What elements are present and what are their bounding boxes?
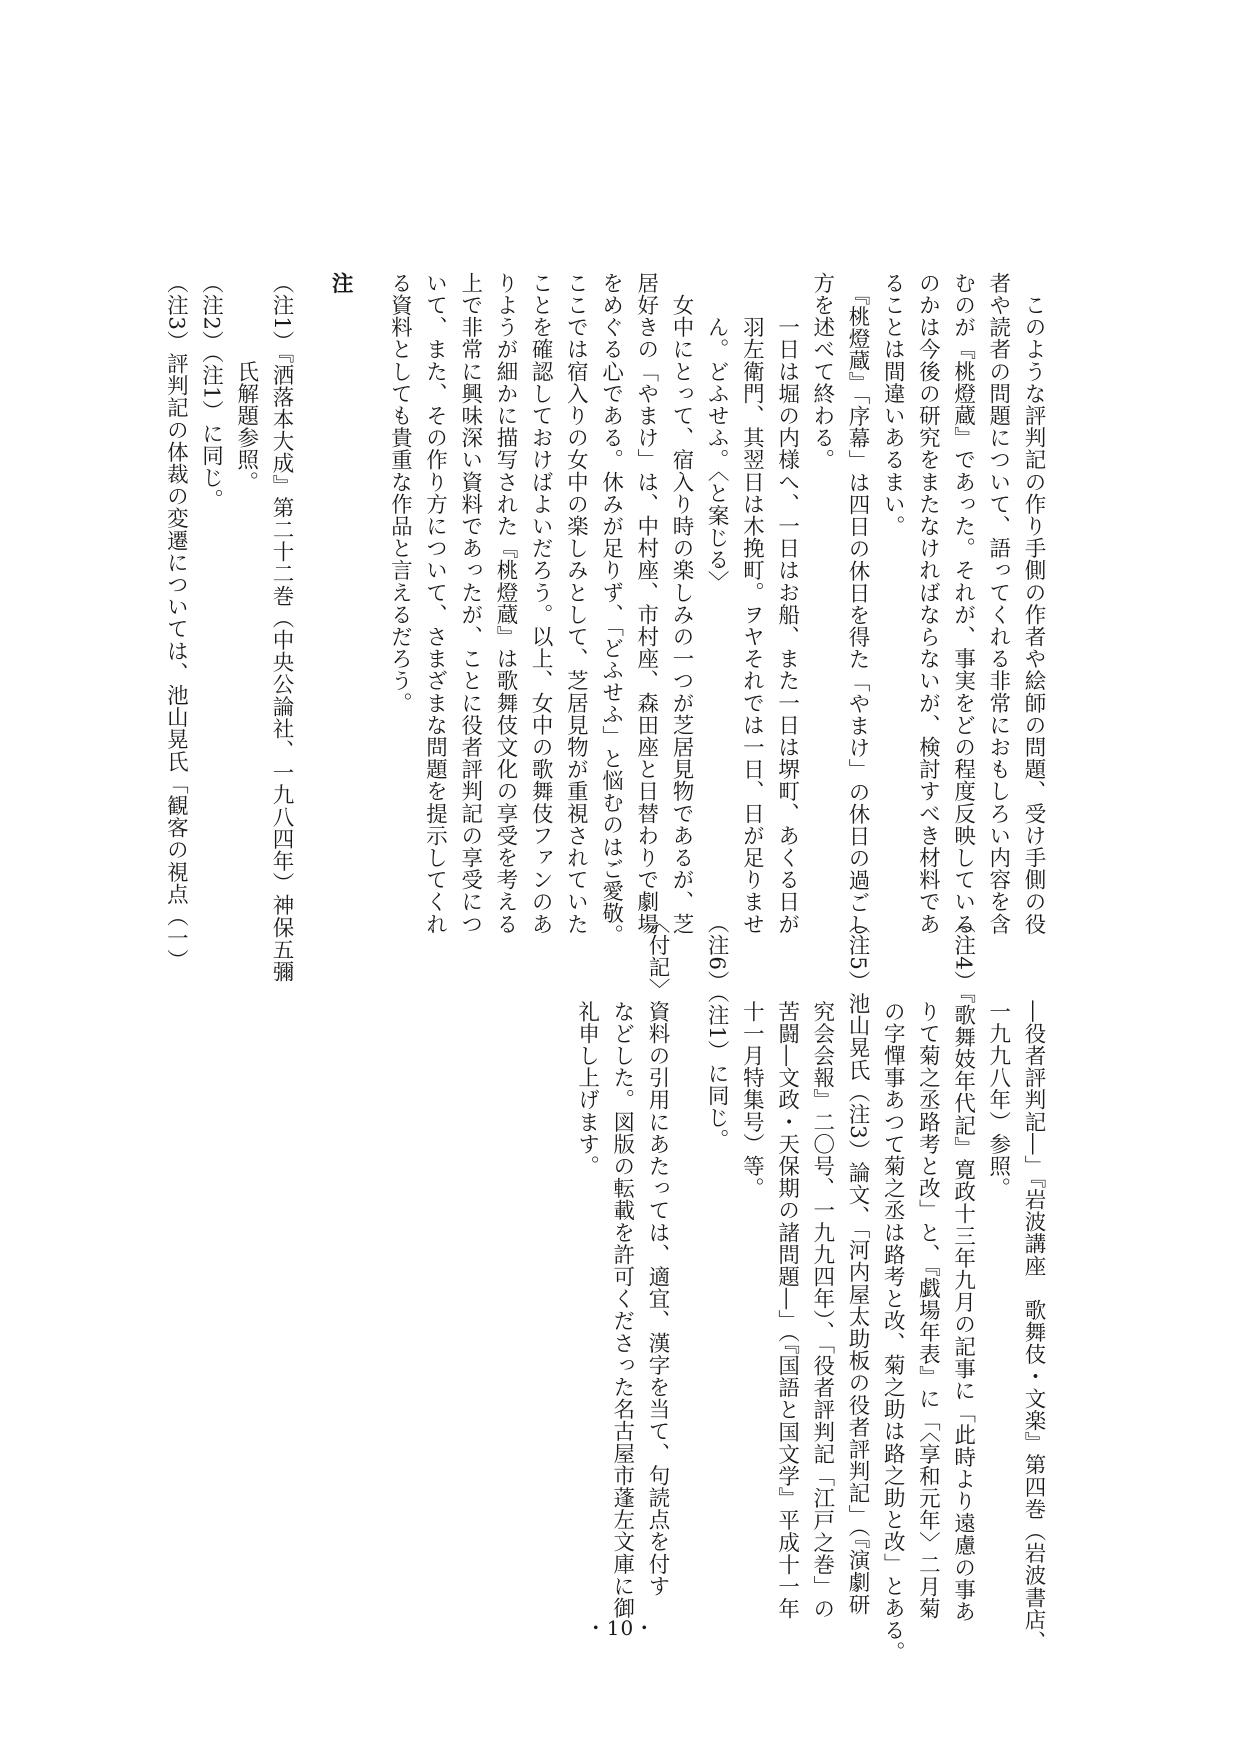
body-line: いて、また、その作り方について、さまざまな問題を提示してくれ bbox=[422, 272, 448, 935]
note-line: （注3）評判記の体裁の変遷については、池山晃氏「観客の視点（一） bbox=[163, 272, 189, 972]
body-line: りようが細かに描写された『桃燈蔵』は歌舞伎文化の享受を考える bbox=[492, 272, 518, 935]
note-line: （注2）（注1）に同じ。 bbox=[198, 272, 224, 511]
page-number: ・10・ bbox=[585, 1616, 656, 1640]
appendix-line: 礼申し上げます。 bbox=[574, 912, 600, 1178]
note-line: 十一月特集号）等。 bbox=[739, 912, 765, 1200]
column-spacer bbox=[675, 912, 699, 1512]
body-line: のかは今後の研究をまたなければならないが、検討すべき材料であ bbox=[915, 272, 941, 935]
note-line: （注4）『歌舞妓年代記』寛政十三年九月の記事に「此時より遠慮の事あ bbox=[950, 912, 976, 1623]
quote-line: ん。どふせふ。〈と案じる〉 bbox=[704, 272, 730, 593]
note-line: の字憚事あつて菊之丞は路考と改、菊之助は路之助と改」とある。 bbox=[880, 912, 906, 1664]
note-line: 氏解題参照。 bbox=[233, 272, 259, 493]
note-line: （注5）池山晃氏（注3）論文、「河内屋太助板の役者評判記」（『演劇研 bbox=[844, 912, 870, 1616]
column-spacer bbox=[358, 272, 382, 872]
note-line: 苦闘―文政・天保期の諸問題―」（『国語と国文学』平成十一年 bbox=[774, 912, 800, 1620]
note-line: 究会会報』二〇号、一九九四年）、「役者評判記「江戸之巻」の bbox=[809, 912, 835, 1620]
body-line: ここでは宿入りの女中の楽しみとして、芝居見物が重視されていた bbox=[563, 272, 589, 935]
body-line: 『桃燈蔵』「序幕」は四日の休日を得た「やまけ」の休日の過ごし bbox=[844, 272, 870, 936]
notes-heading: 注 bbox=[328, 272, 354, 295]
column-spacer bbox=[299, 272, 323, 872]
body-line: 女中にとって、宿入り時の楽しみの一つが芝居見物であるが、芝 bbox=[668, 272, 694, 935]
note-line: （注1）『洒落本大成』第二十二巻（中央公論社、一九八四年）神保五彌 bbox=[268, 272, 294, 983]
main-body-text bbox=[163, 272, 1051, 983]
body-line: 方を述べて終わる。 bbox=[809, 272, 835, 471]
appendix-line: などした。図版の転載を許可くださった名古屋市蓬左文庫に御 bbox=[609, 912, 635, 1620]
note-line: りて菊之丞路考と改」と、『戯場年表』に「〈享和元年〉二月菊 bbox=[915, 912, 941, 1620]
quote-line: 羽左衛門、其翌日は木挽町。ヲヤそれでは一日、日が足りませ bbox=[739, 272, 765, 935]
body-line: むのが『桃燈蔵』であった。それが、事実をどの程度反映している bbox=[950, 272, 976, 935]
quote-line: 一日は堀の内様へ、一日はお船、また一日は堺町、あくる日が bbox=[774, 272, 800, 935]
body-line: このような評判記の作り手側の作者や絵師の問題、受け手側の役 bbox=[1021, 272, 1046, 935]
body-line: 者や読者の問題について、語ってくれる非常におもしろい内容を含 bbox=[985, 272, 1011, 935]
body-line: る資料としても貴重な作品と言えるだろう。 bbox=[387, 272, 413, 714]
note-line: （注6）（注1）に同じ。 bbox=[704, 912, 730, 1151]
note-line: ―役者評判記―」『岩波講座 歌舞伎・文楽』第四巻（岩波書店、 bbox=[1021, 912, 1046, 1653]
body-line: をめぐる心である。休みが足りず、「どふせふ」と悩むのはご愛敬。 bbox=[598, 272, 624, 947]
body-line: ることは間違いあるまい。 bbox=[880, 272, 906, 538]
note-line: 一九九八年）参照。 bbox=[985, 912, 1011, 1200]
body-line: ことを確認しておけばよいだろう。以上、女中の歌舞伎ファンのあ bbox=[528, 272, 554, 935]
body-line: 上で非常に興味深い資料であったが、ことに役者評判記の享受につ bbox=[457, 272, 483, 935]
body-line: 居好きの「やまけ」は、中村座、市村座、森田座と日替わりで劇場 bbox=[633, 272, 659, 935]
appendix-line: 〈付記〉資料の引用にあたっては、適宜、漢字を当て、句読点を付す bbox=[644, 912, 670, 1598]
